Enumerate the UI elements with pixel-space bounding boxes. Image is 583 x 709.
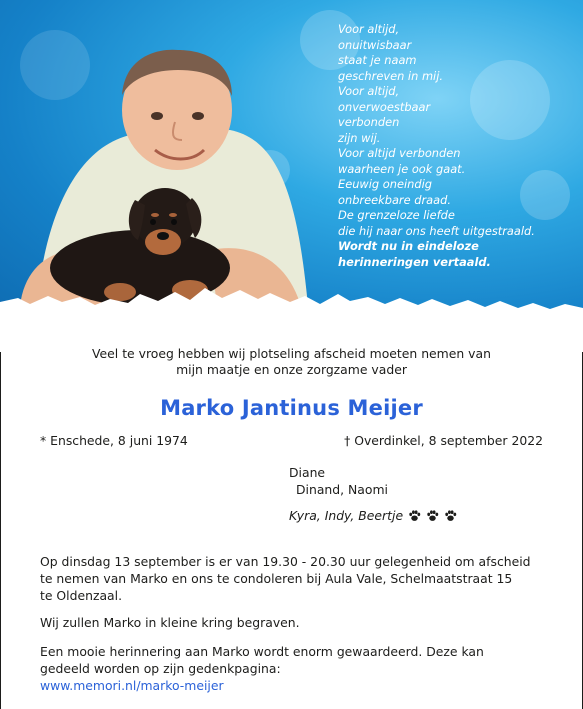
ceremony-line: Op dinsdag 13 september is er van 19.30 - 20.30 uur gelegenheid om afscheid (40, 554, 531, 569)
memory-line (40, 660, 545, 694)
header-banner (0, 0, 583, 330)
intro-text (40, 346, 543, 378)
poem-line: De grenzeloze liefde (338, 208, 455, 222)
poem-line: onverwoestbaar (338, 99, 431, 114)
family-line: Diane (289, 465, 326, 480)
pets-names: Kyra, Indy, Beertje (289, 508, 404, 523)
intro-line: mijn maatje en onze zorgzame vader (176, 362, 407, 377)
poem-line-bold: herinneringen vertaald. (338, 254, 491, 269)
poem-line: zijn wij. (338, 130, 381, 145)
birth-info: * Enschede, 8 juni 1974 (40, 433, 188, 448)
memory-paragraph (40, 643, 545, 694)
burial-paragraph: Wij zullen Marko in kleine kring begraven. (40, 615, 300, 630)
poem-line: onbreekbare draad. (338, 192, 451, 207)
intro-line: Veel te vroeg hebben wij plotseling afscheid moeten nemen van (92, 346, 491, 361)
memory-line: Een mooie herinnering aan Marko wordt enorm gewaardeerd. Deze kan (40, 644, 484, 659)
poem-line: staat je naam (338, 53, 417, 67)
ceremony-line: te Oldenzaal. (40, 588, 123, 603)
poem-line: waarheen je ook gaat. (338, 161, 466, 176)
poem-line: Eeuwig oneindig (338, 177, 432, 191)
family-line: Dinand, Naomi (296, 482, 388, 497)
memorial-page-link[interactable]: www.memori.nl/marko-meijer (40, 678, 224, 693)
poem-line: Voor altijd, (338, 22, 400, 36)
poem-line: geschreven in mij. (338, 68, 443, 83)
deceased-name: Marko Jantinus Meijer (160, 396, 423, 420)
ceremony-paragraph (40, 553, 545, 604)
paw-icon (408, 510, 421, 522)
paw-icon (426, 510, 439, 522)
poem-line-bold: Wordt nu in eindeloze (338, 239, 479, 253)
death-info: † Overdinkel, 8 september 2022 (344, 433, 543, 448)
poem-line: die hij naar ons heeft uitgestraald. (338, 223, 535, 238)
torn-paper-edge (0, 280, 583, 330)
poem (338, 22, 578, 270)
poem-line: verbonden (338, 115, 400, 129)
memory-line-prefix: gedeeld worden op zijn gedenkpagina: (40, 661, 281, 676)
poem-line: Voor altijd verbonden (338, 146, 461, 160)
family-pets (289, 508, 457, 523)
paw-icon (444, 510, 457, 522)
poem-line: onuitwisbaar (338, 37, 412, 52)
ceremony-line: te nemen van Marko en ons te condoleren bij Aula Vale, Schelmaatstraat 15 (40, 571, 513, 586)
poem-line: Voor altijd, (338, 84, 400, 98)
